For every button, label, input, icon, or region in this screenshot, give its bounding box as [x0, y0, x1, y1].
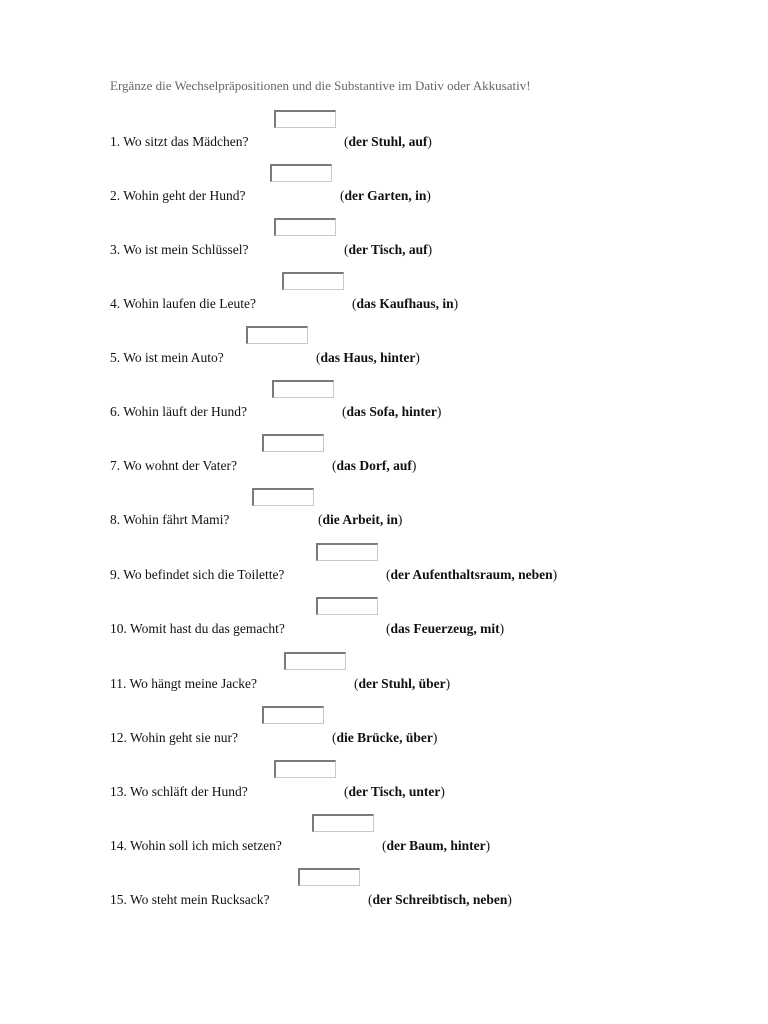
hint-bold: das Kaufhaus, in	[356, 296, 454, 311]
question-item	[0, 814, 768, 868]
answer-input-1[interactable]	[274, 110, 336, 128]
answer-input-15[interactable]	[298, 868, 360, 886]
question-text: 7. Wo wohnt der Vater?	[110, 458, 238, 473]
question-item	[0, 706, 768, 760]
question-text: 10. Womit hast du das gemacht?	[110, 621, 285, 636]
answer-input-3[interactable]	[274, 218, 336, 236]
question-item	[0, 218, 768, 272]
answer-input-2[interactable]	[270, 164, 332, 182]
question-text: 9. Wo befindet sich die Toilette?	[110, 567, 285, 582]
hint-bold: die Brücke, über	[336, 730, 433, 745]
question-item	[0, 543, 768, 597]
hint-text: (der Tisch, auf)	[344, 242, 433, 257]
instruction-text: Ergänze die Wechselpräpositionen und die Substantive im Dativ oder Akkusativ!	[110, 78, 531, 93]
answer-input-11[interactable]	[284, 652, 346, 670]
question-text: 14. Wohin soll ich mich setzen?	[110, 838, 282, 853]
question-item	[0, 652, 768, 706]
answer-input-13[interactable]	[274, 760, 336, 778]
question-item	[0, 434, 768, 488]
question-text: 8. Wohin fährt Mami?	[110, 512, 230, 527]
hint-bold: der Tisch, auf	[348, 242, 428, 257]
question-text: 4. Wohin laufen die Leute?	[110, 296, 256, 311]
hint-bold: das Feuerzeug, mit	[390, 621, 500, 636]
hint-text: (das Dorf, auf)	[332, 458, 417, 473]
hint-text: (das Haus, hinter)	[316, 350, 420, 365]
answer-input-9[interactable]	[316, 543, 378, 561]
hint-bold: der Aufenthaltsraum, neben	[390, 567, 553, 582]
question-text: 3. Wo ist mein Schlüssel?	[110, 242, 249, 257]
hint-bold: das Dorf, auf	[336, 458, 412, 473]
question-item	[0, 760, 768, 814]
hint-bold: der Stuhl, auf	[348, 134, 428, 149]
hint-text: (die Brücke, über)	[332, 730, 438, 745]
hint-bold: das Sofa, hinter	[346, 404, 437, 419]
answer-input-5[interactable]	[246, 326, 308, 344]
answer-input-6[interactable]	[272, 380, 334, 398]
question-text: 6. Wohin läuft der Hund?	[110, 404, 248, 419]
question-text: 1. Wo sitzt das Mädchen?	[110, 134, 249, 149]
hint-text: (der Schreibtisch, neben)	[368, 892, 512, 907]
hint-bold: der Tisch, unter	[348, 784, 441, 799]
question-text: 15. Wo steht mein Rucksack?	[110, 892, 270, 907]
hint-bold: der Stuhl, über	[358, 676, 446, 691]
answer-input-12[interactable]	[262, 706, 324, 724]
answer-input-14[interactable]	[312, 814, 374, 832]
hint-text: (das Feuerzeug, mit)	[386, 621, 505, 636]
question-text: 5. Wo ist mein Auto?	[110, 350, 224, 365]
question-item	[0, 380, 768, 434]
hint-text: (der Aufenthaltsraum, neben)	[386, 567, 558, 582]
answer-input-10[interactable]	[316, 597, 378, 615]
question-text: 2. Wohin geht der Hund?	[110, 188, 246, 203]
hint-bold: die Arbeit, in	[322, 512, 398, 527]
hint-text: (der Stuhl, auf)	[344, 134, 432, 149]
hint-bold: der Garten, in	[344, 188, 427, 203]
question-item	[0, 868, 768, 922]
answer-input-7[interactable]	[262, 434, 324, 452]
hint-bold: das Haus, hinter	[320, 350, 416, 365]
question-item	[0, 164, 768, 218]
hint-text: (die Arbeit, in)	[318, 512, 403, 527]
question-item	[0, 272, 768, 326]
question-item	[0, 597, 768, 651]
hint-text: (das Kaufhaus, in)	[352, 296, 459, 311]
hint-text: (der Stuhl, über)	[354, 676, 451, 691]
question-text: 12. Wohin geht sie nur?	[110, 730, 239, 745]
question-item	[0, 488, 768, 542]
question-item	[0, 326, 768, 380]
question-text: 13. Wo schläft der Hund?	[110, 784, 248, 799]
hint-text: (das Sofa, hinter)	[342, 404, 442, 419]
hint-text: (der Garten, in)	[340, 188, 431, 203]
question-text: 11. Wo hängt meine Jacke?	[110, 676, 257, 691]
question-item	[0, 110, 768, 164]
hint-bold: der Baum, hinter	[386, 838, 486, 853]
hint-text: (der Tisch, unter)	[344, 784, 445, 799]
hint-bold: der Schreibtisch, neben	[372, 892, 508, 907]
answer-input-4[interactable]	[282, 272, 344, 290]
answer-input-8[interactable]	[252, 488, 314, 506]
hint-text: (der Baum, hinter)	[382, 838, 491, 853]
